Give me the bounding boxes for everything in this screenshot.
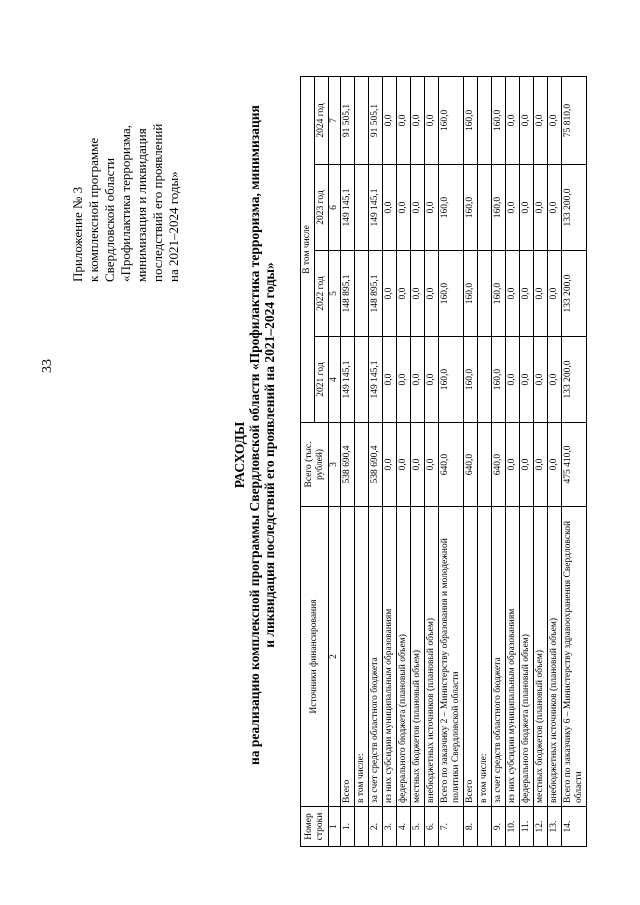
row-2022	[355, 251, 369, 337]
table-row	[411, 76, 425, 846]
heading-line-2: и ликвидация последствий его проявлений на 2021–2024 годы»	[262, 262, 277, 648]
table-row	[534, 76, 548, 846]
header-num: Номер строки	[301, 807, 329, 847]
row-2022: 160,0	[492, 251, 506, 337]
table-row	[464, 76, 478, 846]
row-2021: 0,0	[425, 337, 439, 423]
row-2024: 0,0	[534, 76, 548, 164]
appendix-line: «Профилактика терроризма,	[118, 125, 133, 282]
row-2021: 0,0	[534, 337, 548, 423]
row-2023: 133 200,0	[562, 165, 587, 251]
row-2024: 0,0	[506, 76, 520, 164]
row-source: Всего	[464, 507, 478, 807]
row-number: 1.	[341, 807, 355, 847]
row-source: местных бюджетов (плановый объем)	[411, 507, 425, 807]
header-source: Источники финансирования	[301, 507, 329, 807]
row-total: 0,0	[534, 423, 548, 507]
row-2021	[355, 337, 369, 423]
table-row	[341, 76, 355, 846]
table-row	[397, 76, 411, 846]
row-number: 3.	[383, 807, 397, 847]
heading-line-1: на реализацию комплексной программы Свердловской области «Профилактика терроризма, минимизация	[247, 105, 262, 765]
row-number: 4.	[397, 807, 411, 847]
column-index-row	[329, 76, 341, 846]
row-2022: 0,0	[548, 251, 562, 337]
row-2022: 0,0	[520, 251, 534, 337]
row-total: 640,0	[492, 423, 506, 507]
table-row	[355, 76, 369, 846]
row-total: 0,0	[383, 423, 397, 507]
row-total: 538 690,4	[369, 423, 383, 507]
row-2023: 149 145,1	[341, 165, 355, 251]
appendix-line: Приложение № 3	[70, 186, 85, 282]
row-2022: 133 200,0	[562, 251, 587, 337]
row-2023: 160,0	[464, 165, 478, 251]
row-2021: 133 200,0	[562, 337, 587, 423]
row-2023: 160,0	[492, 165, 506, 251]
row-source: за счет средств областного бюджета	[369, 507, 383, 807]
row-total	[355, 423, 369, 507]
index-cell: 4	[329, 337, 341, 423]
row-2024: 0,0	[383, 76, 397, 164]
row-source: в том числе:	[355, 507, 369, 807]
row-source: Всего	[341, 507, 355, 807]
header-2023: 2023 год	[315, 165, 329, 251]
row-2024: 0,0	[425, 76, 439, 164]
row-total: 640,0	[439, 423, 464, 507]
row-2022: 148 895,1	[369, 251, 383, 337]
row-2023: 0,0	[520, 165, 534, 251]
row-total: 538 690,4	[341, 423, 355, 507]
header-including: В том числе	[301, 76, 315, 422]
row-2024: 0,0	[397, 76, 411, 164]
index-cell: 7	[329, 76, 341, 164]
row-2023: 160,0	[439, 165, 464, 251]
row-number: 11.	[520, 807, 534, 847]
row-2024: 0,0	[548, 76, 562, 164]
row-2024: 160,0	[439, 76, 464, 164]
row-total: 475 410,0	[562, 423, 587, 507]
row-source: из них субсидии муниципальным образованиям	[383, 507, 397, 807]
index-cell: 6	[329, 165, 341, 251]
row-2022: 0,0	[534, 251, 548, 337]
row-2024: 160,0	[492, 76, 506, 164]
row-number	[355, 807, 369, 847]
row-total: 0,0	[506, 423, 520, 507]
row-2024: 0,0	[520, 76, 534, 164]
row-number: 13.	[548, 807, 562, 847]
row-2021: 0,0	[548, 337, 562, 423]
appendix-line: Свердловской области	[102, 157, 117, 282]
row-2023: 0,0	[411, 165, 425, 251]
row-total: 0,0	[411, 423, 425, 507]
row-2023: 149 145,1	[369, 165, 383, 251]
row-2021: 0,0	[520, 337, 534, 423]
row-source: Всего по заказчику 2 – Министерству образования и молодежной политики Свердловской области	[439, 507, 464, 807]
header-2022: 2022 год	[315, 251, 329, 337]
row-2024	[355, 76, 369, 164]
row-total: 0,0	[548, 423, 562, 507]
header-2021: 2021 год	[315, 337, 329, 423]
row-2022: 148 895,1	[341, 251, 355, 337]
row-number: 7.	[439, 807, 464, 847]
row-source: внебюджетных источников (плановый объем)	[425, 507, 439, 807]
row-source: в том числе:	[478, 507, 492, 807]
row-number: 2.	[369, 807, 383, 847]
row-2021: 160,0	[464, 337, 478, 423]
row-2022: 0,0	[425, 251, 439, 337]
table-row	[425, 76, 439, 846]
row-2024	[478, 76, 492, 164]
index-cell: 1	[329, 807, 341, 847]
row-2022: 0,0	[506, 251, 520, 337]
row-source: федерального бюджета (плановый объем)	[520, 507, 534, 807]
row-number: 12.	[534, 807, 548, 847]
appendix-line: минимизация и ликвидация	[134, 128, 149, 282]
row-2024: 91 505,1	[369, 76, 383, 164]
table-row	[548, 76, 562, 846]
row-2023: 0,0	[425, 165, 439, 251]
index-cell: 5	[329, 251, 341, 337]
expenses-table	[300, 76, 587, 847]
row-number: 14.	[562, 807, 587, 847]
appendix-line: последствий его проявлений	[150, 123, 165, 282]
page-number: 33	[40, 359, 55, 373]
row-2021	[478, 337, 492, 423]
row-2023: 0,0	[506, 165, 520, 251]
row-2023: 0,0	[397, 165, 411, 251]
row-2021: 0,0	[411, 337, 425, 423]
table-row	[369, 76, 383, 846]
row-2022	[478, 251, 492, 337]
row-source: из них субсидии муниципальным образованиям	[506, 507, 520, 807]
index-cell: 2	[329, 507, 341, 807]
heading-title: РАСХОДЫ	[232, 421, 247, 489]
table-row	[492, 76, 506, 846]
header-2024: 2024 год	[315, 76, 329, 164]
row-2023: 0,0	[548, 165, 562, 251]
row-2022: 160,0	[439, 251, 464, 337]
row-2021: 149 145,1	[341, 337, 355, 423]
row-2022: 160,0	[464, 251, 478, 337]
row-total: 0,0	[520, 423, 534, 507]
table-row	[562, 76, 587, 846]
row-2023	[478, 165, 492, 251]
row-2023: 0,0	[383, 165, 397, 251]
row-2024: 0,0	[411, 76, 425, 164]
table-row	[520, 76, 534, 846]
row-total	[478, 423, 492, 507]
row-number	[478, 807, 492, 847]
row-source: внебюджетных источников (плановый объем)	[548, 507, 562, 807]
appendix-line: к комплексной программе	[86, 137, 101, 282]
table-row	[383, 76, 397, 846]
row-2024: 75 810,0	[562, 76, 587, 164]
row-number: 10.	[506, 807, 520, 847]
row-2021: 0,0	[383, 337, 397, 423]
row-source: федерального бюджета (плановый объем)	[397, 507, 411, 807]
row-2021: 160,0	[439, 337, 464, 423]
row-source: местных бюджетов (плановый объем)	[534, 507, 548, 807]
index-cell: 3	[329, 423, 341, 507]
row-2024: 160,0	[464, 76, 478, 164]
row-source: за счет средств областного бюджета	[492, 507, 506, 807]
row-2022: 0,0	[411, 251, 425, 337]
appendix-note	[70, 124, 182, 282]
row-total: 0,0	[425, 423, 439, 507]
appendix-line: на 2021–2024 годы»	[166, 171, 181, 282]
header-total: Всего (тыс. рублей)	[301, 423, 329, 507]
row-2022: 0,0	[383, 251, 397, 337]
row-number: 6.	[425, 807, 439, 847]
table-row	[506, 76, 520, 846]
row-2024: 91 505,1	[341, 76, 355, 164]
document-heading	[232, 105, 277, 765]
row-2023	[355, 165, 369, 251]
row-2021: 160,0	[492, 337, 506, 423]
row-total: 0,0	[397, 423, 411, 507]
table-row	[439, 76, 464, 846]
row-total: 640,0	[464, 423, 478, 507]
row-2021: 0,0	[506, 337, 520, 423]
row-2021: 0,0	[397, 337, 411, 423]
row-2023: 0,0	[534, 165, 548, 251]
row-source: Всего по заказчику 6 – Министерству здравоохранения Свердловской области	[562, 507, 587, 807]
row-2021: 149 145,1	[369, 337, 383, 423]
row-2022: 0,0	[397, 251, 411, 337]
table-row	[478, 76, 492, 846]
row-number: 8.	[464, 807, 478, 847]
row-number: 9.	[492, 807, 506, 847]
row-number: 5.	[411, 807, 425, 847]
